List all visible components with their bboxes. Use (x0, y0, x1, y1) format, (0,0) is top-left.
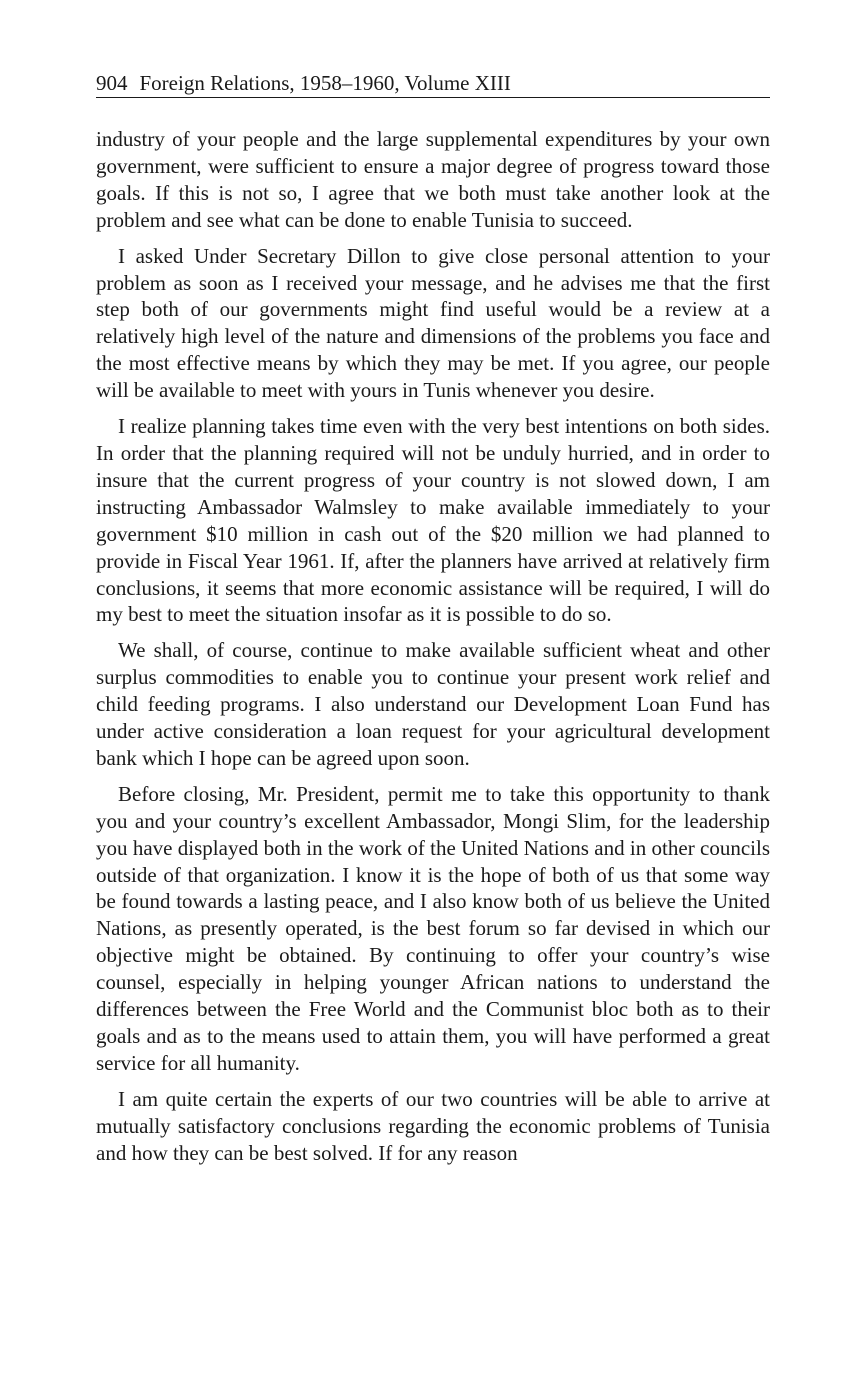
body-text (96, 126, 770, 1167)
document-page (96, 70, 770, 1176)
page-number: 904 (96, 71, 128, 95)
paragraph-experts: I am quite certain the experts of our two countries will be able to arrive at mutually satisfactory conclusions regarding the economic problems of Tunisia and how they can be best solved. If for any reason (96, 1086, 770, 1165)
running-header (96, 70, 770, 98)
header-title: Foreign Relations, 1958–1960, Volume XIII (139, 71, 511, 95)
paragraph-surplus-commodities: We shall, of course, continue to make available sufficient wheat and other surplus commodities to enable you to continue your present work relief and child feeding programs. I also understand our Development Loan Fund has under active consideration a loan request for your agricultural development bank which I hope can be agreed upon soon. (96, 638, 770, 770)
paragraph-dillon-review: I asked Under Secretary Dillon to give close personal attention to your problem as soon as I received your message, and he advises me that the first step both of our governments might find useful would be a review at a relatively high level of the nature and dimensions of the problems you face and the most effective means by which they may be met. If you agree, our people will be available to meet with yours in Tunis whenever you desire. (96, 243, 770, 403)
paragraph-planning-funds: I realize planning takes time even with the very best intentions on both sides. In order that the planning required will not be unduly hurried, and in order to insure that the current progress of your country is not slowed down, I am instructing Ambassador Walmsley to make available immediately to your government $10 million in cash out of the $20 million we had planned to provide in Fiscal Year 1961. If, after the planners have arrived at relatively firm conclusions, it seems that more economic assistance will be required, I will do my best to meet the situation insofar as it is possible to do so. (96, 414, 770, 627)
paragraph-continuation: industry of your people and the large supplemental expenditures by your own government, were sufficient to ensure a major degree of progress toward those goals. If this is not so, I agree that we both must take another look at the problem and see what can be done to enable Tunisia to succeed. (96, 127, 770, 232)
paragraph-closing-thanks: Before closing, Mr. President, permit me to take this opportunity to thank you and your country’s excellent Ambassador, Mongi Slim, for the leadership you have displayed both in the work of the United Nations and in other councils outside of that organization. I know it is the hope of both of us that some way be found towards a lasting peace, and I also know both of us believe the United Nations, as presently operated, is the best forum so far devised in which our objective might be obtained. By continuing to offer your country’s wise counsel, especially in helping younger African nations to understand the differences between the Free World and the Communist bloc both as to their goals and as to the means used to attain them, you will have performed a great service for all humanity. (96, 781, 770, 1075)
